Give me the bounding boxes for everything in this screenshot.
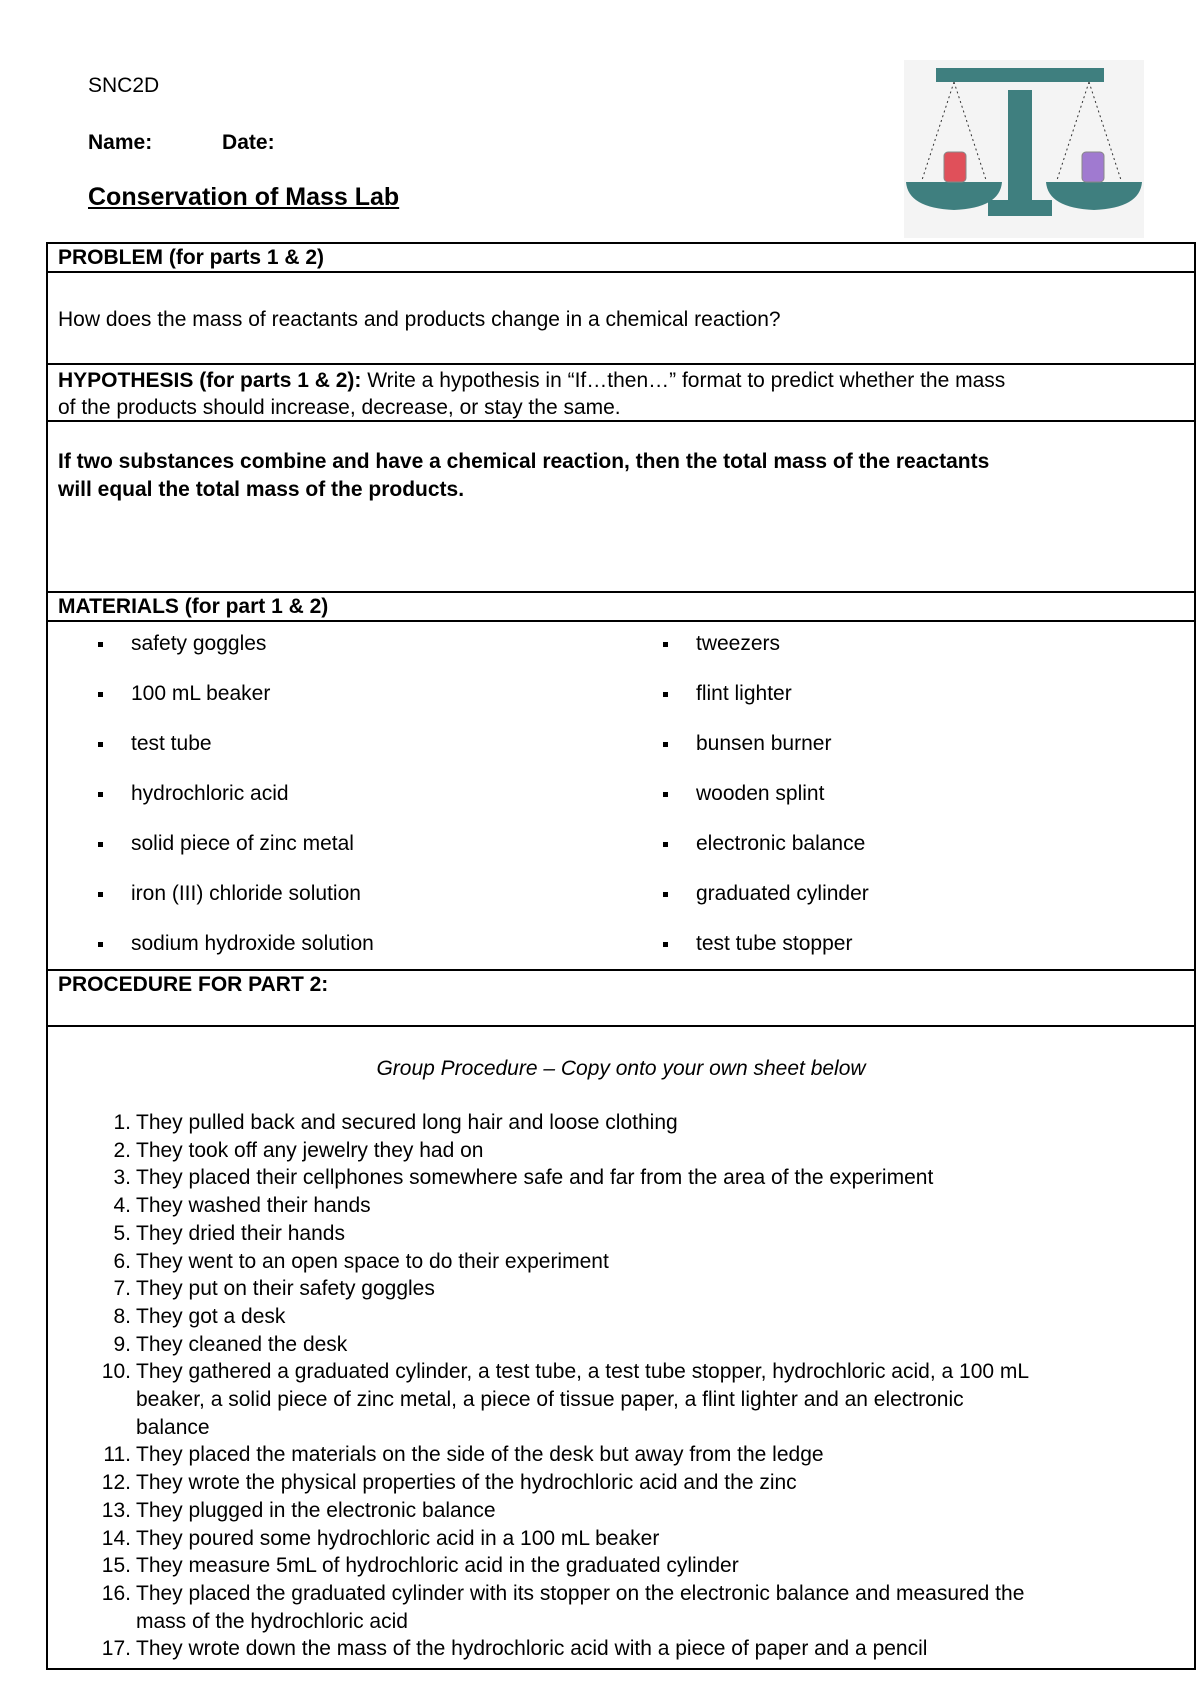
bullet-icon [98,942,103,947]
bullet-icon [98,792,103,797]
list-item: 4. They washed their hands [113,1194,371,1218]
list-item: 10. They gathered a graduated cylinder, a test tube, a test tube stopper, hydrochloric acid, a 100 mL beaker, a solid piece of zinc metal, a piece of tissue paper, a flint lighter and an electronic balance [101,1360,1030,1439]
list-item: 1. They pulled back and secured long hair and loose clothing [113,1111,678,1134]
list-item: 15. They measure 5mL of hydrochloric acid in the graduated cylinder [101,1554,739,1578]
scale-base [988,200,1052,216]
hypothesis-answer [48,422,1194,593]
list-item: 14. They poured some hydrochloric acid in a 100 mL beaker [101,1526,660,1550]
hypothesis-instruction-1: Write a hypothesis in “If…then…” format to predict whether the mass [367,369,1006,392]
bullet-icon [98,642,103,647]
hypothesis-answer-line-2: will equal the total mass of the products. [58,478,465,501]
hypothesis-heading: HYPOTHESIS (for parts 1 & 2): [58,369,362,392]
list-item: flint lighter [663,680,869,730]
name-date-line [88,131,275,155]
list-item: sodium hydroxide solution [98,930,374,980]
bullet-icon [663,742,668,747]
list-item: 16. They placed the graduated cylinder with its stopper on the electronic balance and measured the mass of the hydrochloric acid [101,1581,1025,1633]
list-item: solid piece of zinc metal [98,830,374,880]
hypothesis-answer-line-1: If two substances combine and have a chemical reaction, then the total mass of the reactants [58,450,990,473]
list-item: hydrochloric acid [98,780,374,830]
bullet-icon [663,642,668,647]
list-item: test tube [98,730,374,780]
procedure-steps [98,1109,1180,1663]
list-item: electronic balance [663,830,869,880]
list-item: 9. They cleaned the desk [113,1332,348,1356]
list-item: graduated cylinder [663,880,869,930]
red-beaker [944,152,966,182]
list-item: 8. They got a desk [113,1304,286,1328]
list-item: safety goggles [98,630,374,680]
bullet-icon [98,892,103,897]
scale-beam [936,68,1104,82]
materials-left-column [98,630,374,980]
list-item: bunsen burner [663,730,869,780]
list-item: test tube stopper [663,930,869,980]
course-code: SNC2D [88,74,160,97]
list-item: 3. They placed their cellphones somewhere safe and far from the area of the experiment [113,1166,934,1190]
materials-right-column [663,630,869,980]
list-item: 17. They wrote down the mass of the hydrochloric acid with a piece of paper and a pencil [101,1637,928,1661]
procedure-heading: PROCEDURE FOR PART 2: [48,971,1194,1027]
bullet-icon [98,842,103,847]
purple-beaker [1082,152,1104,182]
date-label: Date: [222,131,275,154]
group-procedure-heading: Group Procedure – Copy onto your own sheet below [376,1057,866,1080]
problem-question: How does the mass of reactants and products change in a chemical reaction? [48,273,1194,365]
bullet-icon [663,692,668,697]
lab-sheet-table [46,242,1196,1670]
list-item: 6. They went to an open space to do their experiment [113,1249,609,1273]
list-item: tweezers [663,630,869,680]
list-item: 2. They took off any jewelry they had on [113,1138,484,1162]
materials-heading: MATERIALS (for part 1 & 2) [48,593,1194,622]
hypothesis-instruction-2: of the products should increase, decrease, or stay the same. [58,396,621,419]
bullet-icon [663,842,668,847]
materials-list [48,622,1194,971]
list-item: 7. They put on their safety goggles [113,1277,435,1301]
list-item: 100 mL beaker [98,680,374,730]
hypothesis-heading-row [48,365,1194,422]
balance-scale-image [904,60,1144,238]
problem-heading: PROBLEM (for parts 1 & 2) [48,244,1194,273]
list-item: 13. They plugged in the electronic balance [101,1498,496,1522]
bullet-icon [663,942,668,947]
bullet-icon [98,692,103,697]
name-label: Name: [88,131,153,154]
list-item: 12. They wrote the physical properties of the hydrochloric acid and the zinc [101,1471,797,1495]
bullet-icon [663,892,668,897]
bullet-icon [98,742,103,747]
list-item: iron (III) chloride solution [98,880,374,930]
procedure-body [48,1027,1194,1668]
list-item: wooden splint [663,780,869,830]
list-item: 11. They placed the materials on the side of the desk but away from the ledge [103,1443,824,1467]
page-title: Conservation of Mass Lab [88,183,400,211]
bullet-icon [663,792,668,797]
list-item: 5. They dried their hands [113,1221,345,1245]
